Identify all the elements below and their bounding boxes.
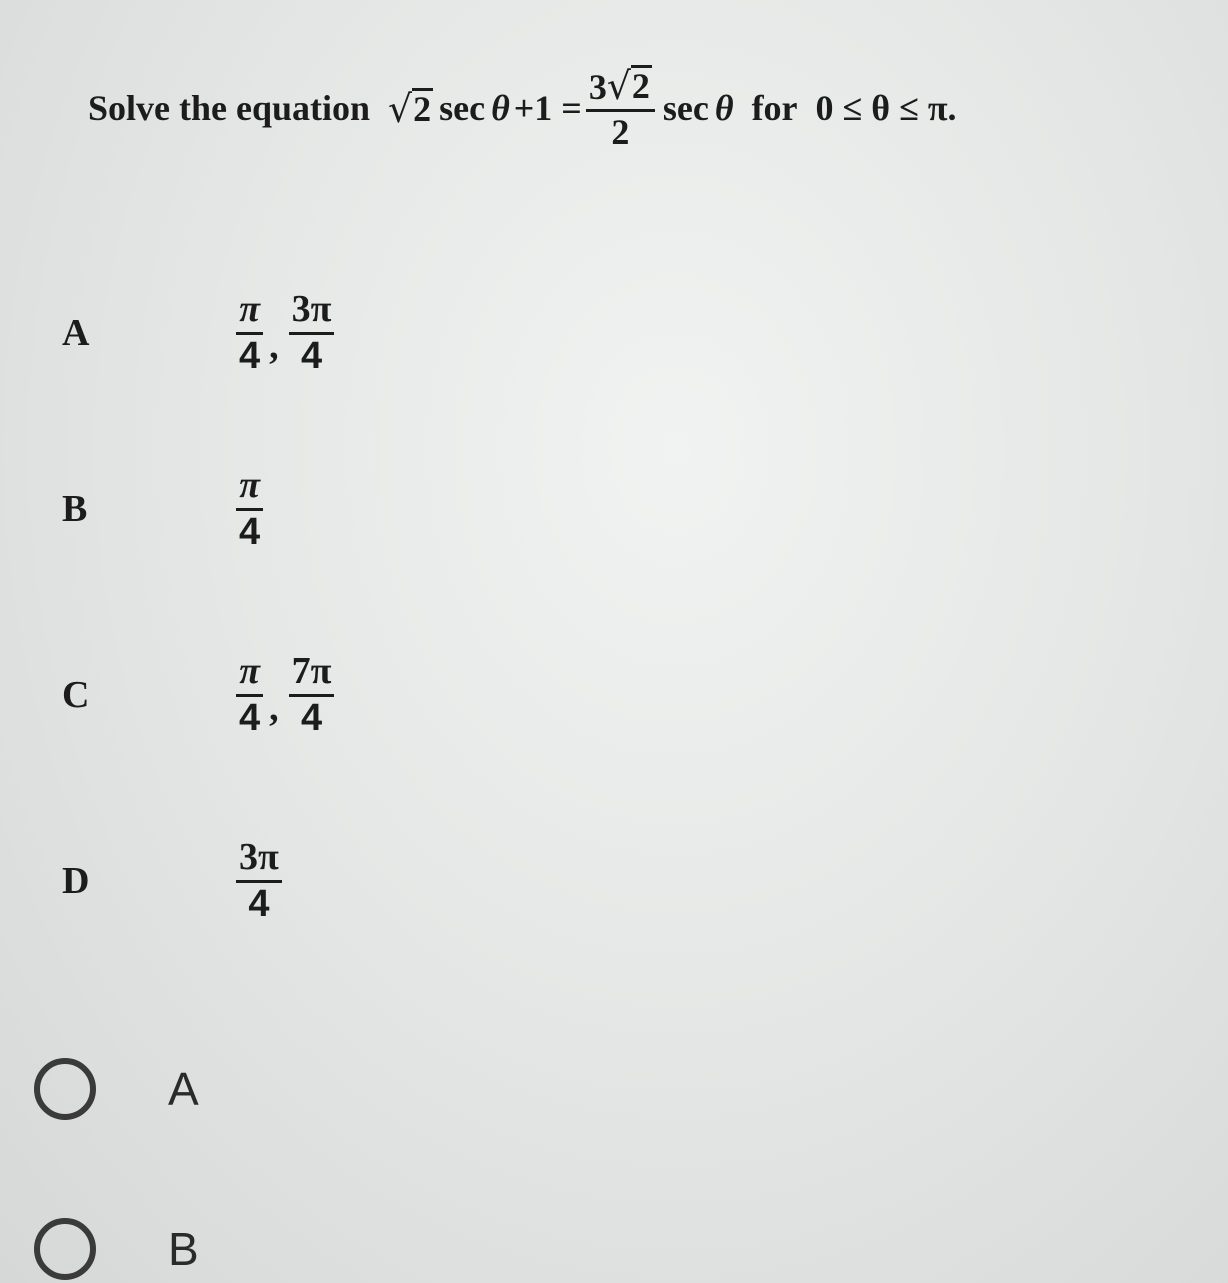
fraction [236, 290, 263, 377]
fraction [289, 652, 335, 739]
domain-interval: 0 ≤ θ ≤ π. [815, 88, 957, 128]
sqrt-two-rhs [607, 65, 652, 106]
sec-function: sec [439, 88, 486, 128]
fraction [236, 466, 263, 553]
radio-button-b[interactable] [34, 1218, 96, 1280]
radical-sign-icon: √ [388, 86, 413, 131]
choice-label[interactable]: B [168, 1223, 199, 1275]
rhs-denominator: 2 [611, 111, 630, 152]
option-letter: B [62, 488, 88, 531]
option-value [232, 652, 338, 739]
numerator: π [239, 464, 260, 506]
choice-label[interactable]: A [168, 1063, 199, 1115]
numerator: π [239, 650, 260, 692]
denominator: 4 [239, 510, 261, 553]
sqrt-radicand: 2 [413, 88, 432, 129]
numerator: 3π [239, 836, 279, 878]
theta-symbol: θ [491, 88, 510, 128]
option-letter: C [62, 674, 90, 717]
separator: , [269, 687, 279, 730]
numerator: 3π [291, 288, 332, 330]
radio-button-a[interactable] [34, 1058, 96, 1120]
denominator: 4 [300, 334, 323, 377]
rhs-numerator [586, 65, 655, 107]
rhs-theta-symbol: θ [714, 88, 734, 128]
option-letter: D [62, 860, 90, 903]
numerator: 7π [291, 650, 332, 692]
plus-one-equals: +1 = [513, 88, 582, 128]
numerator: π [239, 288, 260, 330]
option-letter: A [62, 312, 90, 355]
fraction [236, 838, 282, 925]
denominator: 4 [239, 696, 261, 739]
option-value [232, 838, 286, 925]
option-a [62, 290, 338, 377]
separator: , [269, 325, 279, 368]
rhs-fraction [586, 65, 655, 152]
fraction [289, 290, 335, 377]
radical-sign-icon: √ [606, 63, 631, 108]
denominator: 4 [300, 696, 323, 739]
denominator: 4 [248, 882, 270, 925]
choice-b[interactable] [34, 1218, 199, 1280]
fraction [236, 652, 263, 739]
option-value [232, 466, 267, 553]
sqrt-two-lhs [388, 88, 433, 129]
for-text: for [751, 88, 798, 128]
rhs-coefficient: 3 [588, 66, 607, 107]
option-c [62, 652, 338, 739]
option-d [62, 838, 286, 925]
question-lead: Solve the equation [88, 88, 371, 128]
denominator: 4 [239, 334, 261, 377]
choice-a[interactable] [34, 1058, 199, 1120]
option-value [232, 290, 338, 377]
option-b [62, 466, 267, 553]
rhs-radicand: 2 [631, 65, 650, 106]
question-text [88, 48, 957, 168]
rhs-sec-function: sec [662, 88, 709, 128]
